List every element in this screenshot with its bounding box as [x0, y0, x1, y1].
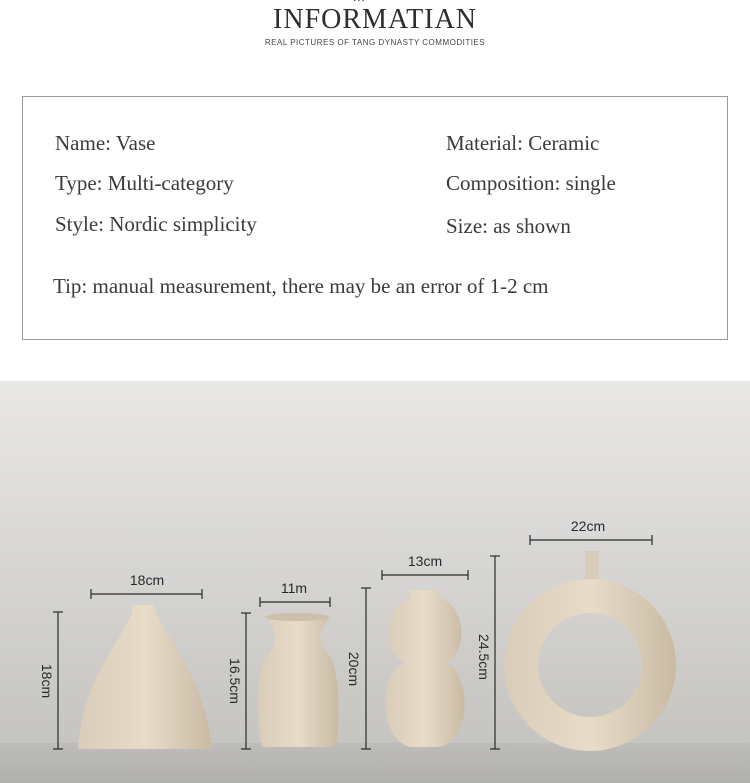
info-size: Size: as shown	[446, 214, 571, 238]
info-type: Type: Multi-category	[55, 171, 234, 195]
vases-illustration	[0, 381, 750, 783]
triangle-vase-height-label: 18cm	[39, 663, 55, 699]
product-photo	[0, 381, 750, 783]
header	[0, 0, 750, 60]
ring-vase-height-label: 24.5cm	[476, 634, 492, 680]
textured-vase	[258, 613, 339, 747]
ring-vase-width-label: 22cm	[570, 518, 606, 534]
info-material: Material: Ceramic	[446, 131, 600, 155]
textured-vase-width-label: 11m	[280, 580, 308, 596]
info-name: Name: Vase	[55, 131, 156, 155]
textured-vase-height-label: 16.5cm	[227, 658, 243, 704]
header-title: INFORMATIAN	[273, 4, 477, 35]
gourd-vase-height-label: 20cm	[346, 651, 362, 687]
header-subtitle: REAL PICTURES OF TANG DYNASTY COMMODITIES	[264, 38, 486, 47]
info-composition: Composition: single	[446, 171, 616, 195]
triangle-vase-width-dim	[91, 589, 202, 599]
gourd-vase	[385, 590, 464, 747]
gourd-vase-width-dim	[382, 570, 468, 580]
ring-vase	[504, 551, 676, 751]
ring-vase-width-dim	[530, 535, 652, 545]
triangle-vase	[78, 605, 212, 749]
info-style: Style: Nordic simplicity	[55, 212, 257, 236]
textured-vase-width-dim	[260, 597, 330, 607]
info-box	[22, 96, 728, 340]
triangle-vase-width-label: 18cm	[129, 572, 165, 588]
header-top-cut-text: ᐧᐧᐧ	[353, 0, 366, 8]
gourd-vase-width-label: 13cm	[407, 553, 443, 569]
info-tip: Tip: manual measurement, there may be an error of 1-2 cm	[53, 274, 549, 298]
